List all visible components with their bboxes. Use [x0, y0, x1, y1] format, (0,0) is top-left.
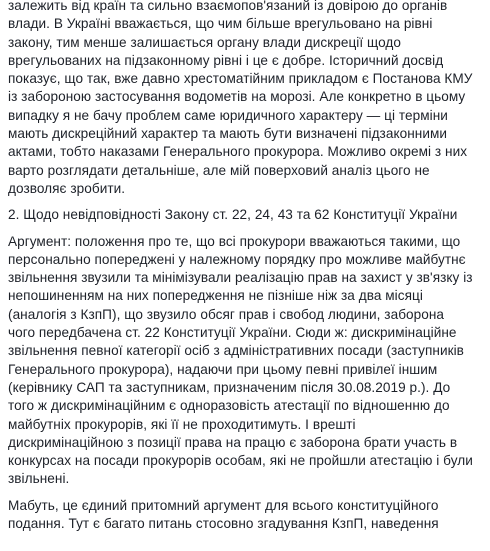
- text-line: майбутніх прокурорів, які її не проходитимуть. І врешті: [8, 416, 356, 432]
- text-line: влади. В Україні вважається, що чим більше врегульовано на рівні: [8, 16, 433, 32]
- post-body-text: [8, 0, 484, 541]
- text-line: звільнені.: [8, 471, 70, 487]
- text-line: Генерального прокурора), надаючи при цьому певні привілеї іншим: [8, 361, 438, 377]
- text-line: закону, тим менше залишається органу влади дискреції щодо: [8, 34, 402, 50]
- text-line: дозволяє зробити.: [8, 180, 126, 196]
- text-line: Аргумент: положення про те, що всі прокурори вважаються такими, що: [8, 233, 461, 249]
- text-line: звільнення звузили та мінімізували реалізацію прав на захист у зв'язку із: [8, 270, 473, 286]
- text-line: варто розглядати детальніше, але мій поверховий аналіз цього не: [8, 162, 430, 178]
- paragraph-heading-constitution: [8, 206, 484, 224]
- paragraph-argument: [8, 233, 484, 489]
- paragraph-discretion: [8, 0, 484, 198]
- text-line: показує, що так, вже давно хрестоматійним прикладом є Постанова КМУ: [8, 71, 473, 87]
- text-line: персонально попереджені у належному порядку про можливе майбутнє: [8, 251, 466, 267]
- section-heading: 2. Щодо невідповідності Закону ст. 22, 24, 43 та 62 Конституції України: [8, 207, 458, 223]
- text-line: залежить від країн та сильно взаємопов'язаний із довірою до органів: [8, 0, 448, 13]
- text-line: подання. Тут є багато питань стосовно згадування КзпП, наведення: [8, 516, 439, 532]
- text-line: непошиненням на них попередження не пізніше ніж за два місяці: [8, 288, 423, 304]
- text-line: (керівнику САП та заступникам, призначеним після 30.08.2019 р.). До: [8, 379, 451, 395]
- text-line: актами, тобто наказами Генерального прокурора. Можливо окремі з них: [8, 144, 468, 160]
- text-line: випадку я не бачу проблем саме юридичного характеру — ці терміни: [8, 107, 448, 123]
- text-line: Мабуть, це єдиний притомний аргумент для всього конституційного: [8, 497, 439, 513]
- paragraph-conclusion: [8, 497, 484, 534]
- text-line: (аналогія з КзпП), що звузило обсяг прав і свобод людини, заборона: [8, 306, 445, 322]
- text-line: конкурсах на посади прокурорів особам, які не пройшли атестацію і були: [8, 453, 473, 469]
- text-line: мають дискреційний характер та мають бути визначені підзаконними: [8, 126, 447, 142]
- text-line: чого передбачена ст. 22 Конституції України. Сюди ж: дискримінаційне: [8, 325, 457, 341]
- text-line: із забороною застосування водометів на морозі. Але конкретно в цьому: [8, 89, 466, 105]
- text-line: звільнення певної категорії осіб з адміністративних посади (заступників: [8, 343, 464, 359]
- text-line: дискримінаційною з позиції права на працю є заборона брати участь в: [8, 434, 458, 450]
- text-line: того ж дискримінаційним є одноразовість атестації по відношенню до: [8, 398, 450, 414]
- text-line: врегульованих на підзаконному рівні і це є добре. Історичний досвід: [8, 52, 444, 68]
